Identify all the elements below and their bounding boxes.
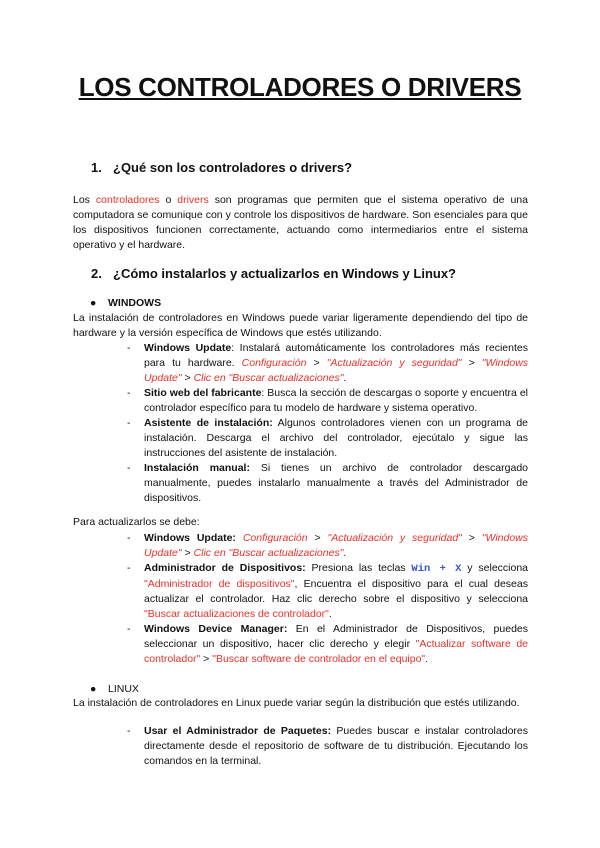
path-separator: > bbox=[461, 532, 482, 544]
dash-marker: - bbox=[127, 417, 131, 429]
item-text: y selecciona bbox=[461, 562, 529, 574]
list-item-administrador bbox=[127, 561, 528, 622]
section-1-paragraph bbox=[73, 193, 528, 253]
term-drivers: drivers bbox=[177, 194, 209, 206]
item-label: Windows Update: bbox=[144, 532, 236, 544]
list-item-paquetes bbox=[127, 724, 528, 769]
path-step: Configuración bbox=[241, 357, 307, 369]
windows-label: WINDOWS bbox=[108, 297, 162, 309]
menu-option: "Actualizar software de controlador" bbox=[144, 638, 529, 665]
item-text: Algunos controladores vienen con un programa de instalación. Descarga el archivo del controlador, ejecútalo y sigue las instrucciones del asistente de instalación. bbox=[144, 417, 528, 459]
item-label: Usar el Administrador de Paquetes: bbox=[144, 725, 332, 737]
list-item-asistente bbox=[127, 416, 528, 461]
item-text: Presiona las teclas bbox=[305, 562, 412, 574]
item-text: . bbox=[328, 608, 332, 620]
path-step: "Windows Update" bbox=[144, 532, 529, 559]
item-text: En el Administrador de Dispositivos, puedes seleccionar un dispositivo, hacer clic derecho y elegir bbox=[144, 623, 528, 650]
item-label: Instalación manual: bbox=[144, 462, 250, 474]
list-item-device-manager bbox=[127, 622, 528, 667]
text-run: Los bbox=[73, 194, 96, 206]
list-item-update-windows-update bbox=[127, 531, 528, 561]
section-2-number: 2. bbox=[91, 266, 102, 281]
list-item-instalacion-manual bbox=[127, 461, 528, 506]
path-separator: > bbox=[181, 372, 194, 384]
menu-option: "Buscar software de controlador en el equipo" bbox=[212, 653, 426, 665]
item-text: , Encuentra el dispositivo para el cual deseas actualizar el controlador. Haz clic derecho sobre el dispositivo y selecciona bbox=[144, 578, 528, 605]
path-separator: > bbox=[307, 532, 328, 544]
bullet-dot: ● bbox=[90, 683, 97, 695]
menu-option: "Buscar actualizaciones de controlador" bbox=[144, 608, 329, 620]
section-2-heading bbox=[91, 266, 456, 281]
windows-intro: La instalación de controladores en Windows puede variar ligeramente dependiendo del tipo de hardware y la versión específica de Windows que estés utilizando. bbox=[73, 312, 528, 339]
term-controladores: controladores bbox=[95, 194, 160, 206]
dash-marker: - bbox=[127, 342, 131, 354]
linux-label: LINUX bbox=[108, 683, 139, 695]
dash-marker: - bbox=[127, 462, 131, 474]
path-step: Clic en "Buscar actualizaciones" bbox=[193, 372, 344, 384]
path-separator: > bbox=[181, 547, 194, 559]
item-label: Administrador de Dispositivos: bbox=[144, 562, 306, 574]
path-step: "Actualización y seguridad" bbox=[327, 532, 462, 544]
list-item-windows-update bbox=[127, 341, 528, 386]
bullet-dot: ● bbox=[90, 297, 97, 309]
item-label: Asistente de instalación: bbox=[144, 417, 273, 429]
path-step: "Actualización y seguridad" bbox=[326, 357, 462, 369]
linux-list bbox=[127, 724, 528, 769]
path-step: Clic en "Buscar actualizaciones" bbox=[193, 547, 344, 559]
path-separator: > bbox=[200, 653, 213, 665]
path-step: "Windows Update" bbox=[144, 357, 529, 384]
section-1-heading bbox=[91, 160, 352, 175]
item-text: . bbox=[343, 372, 347, 384]
text-run: o bbox=[159, 194, 178, 206]
list-item-sitio-web bbox=[127, 386, 528, 416]
windows-update-list bbox=[127, 531, 528, 667]
item-label: Windows Device Manager: bbox=[144, 623, 288, 635]
path-separator: > bbox=[306, 357, 327, 369]
item-text: Puedes buscar e instalar controladores directamente desde el repositorio de software de tu distribución. Ejecutando los comandos en la terminal. bbox=[144, 725, 528, 767]
item-label: Sitio web del fabricante bbox=[144, 387, 262, 399]
section-1-title: ¿Qué son los controladores o drivers? bbox=[113, 160, 353, 175]
linux-intro: La instalación de controladores en Linux puede variar según la distribución que estés utilizando. bbox=[73, 697, 520, 709]
dash-marker: - bbox=[127, 562, 131, 574]
text-run: son programas que permiten que el sistema operativo de una computadora se comunique con y controle los dispositivos de hardware. Son esenciales para que los dispositivos funcionen correctamente, actuando como intermediarios entre el sistema operativo y el hardware. bbox=[73, 194, 528, 251]
path-separator: > bbox=[461, 357, 482, 369]
item-text: : Busca la sección de descargas o soporte y encuentra el controlador específico para tu modelo de hardware y sistema operativo. bbox=[144, 387, 528, 414]
windows-bullet bbox=[90, 297, 161, 309]
path-step: Configuración bbox=[242, 532, 308, 544]
item-text: . bbox=[343, 547, 347, 559]
item-text: . bbox=[425, 653, 429, 665]
item-label: Windows Update bbox=[144, 342, 232, 354]
update-intro: Para actualizarlos se debe: bbox=[73, 516, 200, 528]
dash-marker: - bbox=[127, 532, 131, 544]
dash-marker: - bbox=[127, 725, 131, 737]
keyboard-shortcut: Win + X bbox=[411, 563, 462, 575]
section-2-title: ¿Cómo instalarlos y actualizarlos en Windows y Linux? bbox=[113, 266, 457, 281]
windows-install-list bbox=[127, 341, 528, 506]
item-text: Si tienes un archivo de controlador descargado manualmente, puedes instalarlo manualmente a través del Administrador de dispositivos. bbox=[144, 462, 529, 504]
dash-marker: - bbox=[127, 623, 131, 635]
menu-option: "Administrador de dispositivos" bbox=[144, 578, 295, 590]
section-1-number: 1. bbox=[91, 160, 102, 175]
item-text: : Instalará automáticamente los controladores más recientes para tu hardware. bbox=[144, 342, 528, 369]
linux-bullet bbox=[90, 683, 139, 695]
dash-marker: - bbox=[127, 387, 131, 399]
page-title: LOS CONTROLADORES O DRIVERS bbox=[78, 72, 522, 102]
